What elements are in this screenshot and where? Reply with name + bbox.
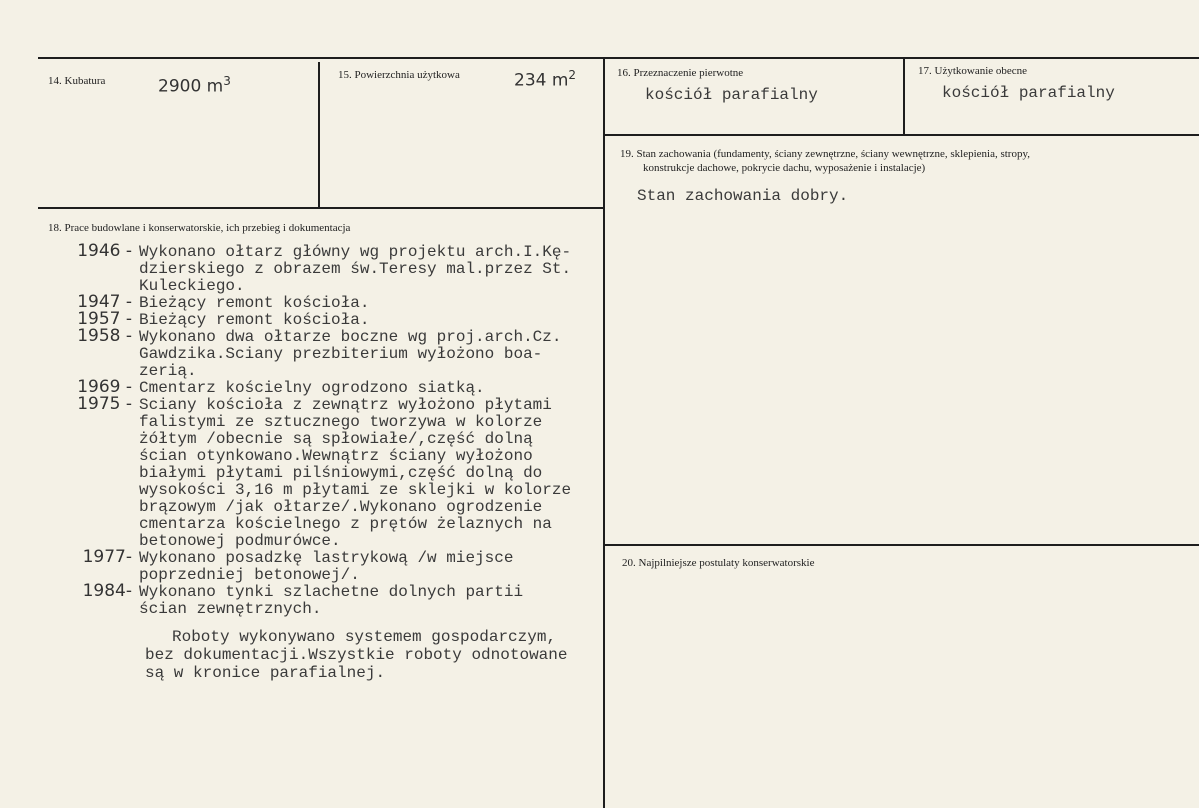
work-description-line: ścian otynkowano.Wewnątrz ściany wyłożono bbox=[139, 447, 533, 465]
cubature-unit: m bbox=[206, 76, 224, 97]
field-18-label: 18. Prace budowlane i konserwatorskie, ich przebieg i dokumentacja bbox=[48, 222, 351, 234]
area-unit-exponent: 2 bbox=[568, 68, 577, 82]
work-description-line: białymi płytami pilśniowymi,część dolną do bbox=[139, 464, 543, 482]
cubature-number: 2900 bbox=[158, 76, 202, 97]
work-description-line: Bieżący remont kościoła. bbox=[139, 294, 370, 312]
work-year: 1977- bbox=[82, 547, 132, 567]
work-description-line: falistymi ze sztucznego tworzywa w kolorze bbox=[139, 413, 543, 431]
work-description-line: wysokości 3,16 m płytami ze sklejki w kolorze bbox=[139, 481, 572, 499]
work-year: 1984- bbox=[82, 581, 132, 601]
rule-under-16-17 bbox=[604, 134, 1199, 136]
work-description-line: betonowej podmurówce. bbox=[139, 532, 341, 550]
rule-under-19 bbox=[604, 544, 1199, 546]
work-description-line: Sciany kościoła z zewnątrz wyłożono płytami bbox=[139, 396, 552, 414]
field-20-label: 20. Najpilniejsze postulaty konserwatorskie bbox=[622, 557, 815, 569]
work-description-line: poprzedniej betonowej/. bbox=[139, 566, 360, 584]
divider-16-17 bbox=[903, 58, 905, 134]
divider-14-15 bbox=[318, 62, 320, 208]
work-year: 1957 - bbox=[77, 309, 132, 329]
field-17-value: kościół parafialny bbox=[942, 84, 1115, 102]
note-line: są w kronice parafialnej. bbox=[145, 664, 386, 682]
work-description-line: dzierskiego z obrazem św.Teresy mal.przez St. bbox=[139, 260, 572, 278]
rule-under-14-15 bbox=[38, 207, 604, 209]
work-year: 1969 - bbox=[77, 377, 132, 397]
note-line: bez dokumentacji.Wszystkie roboty odnotowane bbox=[145, 646, 568, 664]
work-description-line: Wykonano dwa ołtarze boczne wg proj.arch.Cz. bbox=[139, 328, 562, 346]
work-description-line: Kuleckiego. bbox=[139, 277, 245, 295]
work-description-line: cmentarza kościelnego z prętów żelaznych na bbox=[139, 515, 552, 533]
field-15-label: 15. Powierzchnia użytkowa bbox=[338, 69, 460, 81]
work-description-line: brązowym /jak ołtarze/.Wykonano ogrodzenie bbox=[139, 498, 543, 516]
work-description-line: Wykonano ołtarz główny wg projektu arch.I.Kę- bbox=[139, 243, 572, 261]
work-description-line: Wykonano posadzkę lastrykową /w miejsce bbox=[139, 549, 514, 567]
field-19-label-line1: 19. Stan zachowania (fundamenty, ściany zewnętrzne, ściany wewnętrzne, sklepienia, stropy, bbox=[620, 148, 1031, 160]
work-description-line: żółtym /obecnie są spłowiałe/,część dolną bbox=[139, 430, 533, 448]
note-line: Roboty wykonywano systemem gospodarczym, bbox=[172, 628, 557, 646]
work-year: 1958 - bbox=[77, 326, 132, 346]
area-number: 234 bbox=[514, 70, 547, 91]
work-description-line: Gawdzika.Sciany prezbiterium wyłożono boa- bbox=[139, 345, 543, 363]
field-16-value: kościół parafialny bbox=[645, 86, 818, 104]
field-17-label: 17. Użytkowanie obecne bbox=[918, 65, 1028, 77]
area-unit: m bbox=[551, 70, 569, 91]
work-year: 1946 - bbox=[77, 241, 132, 261]
work-description-line: Wykonano tynki szlachetne dolnych partii bbox=[139, 583, 524, 601]
work-description-line: ścian zewnętrznych. bbox=[139, 600, 322, 618]
field-19-value: Stan zachowania dobry. bbox=[637, 187, 849, 205]
work-description-line: Bieżący remont kościoła. bbox=[139, 311, 370, 329]
field-14-label: 14. Kubatura bbox=[48, 75, 106, 87]
field-15-value bbox=[514, 68, 576, 91]
work-year: 1975 - bbox=[77, 394, 132, 414]
divider-15-16 bbox=[603, 58, 605, 808]
work-description-line: zerią. bbox=[139, 362, 197, 380]
field-16-label: 16. Przeznaczenie pierwotne bbox=[617, 67, 744, 79]
top-rule bbox=[38, 57, 1199, 59]
field-14-value bbox=[158, 74, 231, 97]
cubature-unit-exponent: 3 bbox=[223, 74, 231, 88]
field-19-label-line2: konstrukcje dachowe, pokrycie dachu, wyposażenie i instalacje) bbox=[643, 162, 926, 174]
work-description-line: Cmentarz kościelny ogrodzono siatką. bbox=[139, 379, 485, 397]
work-year: 1947 - bbox=[77, 292, 132, 312]
